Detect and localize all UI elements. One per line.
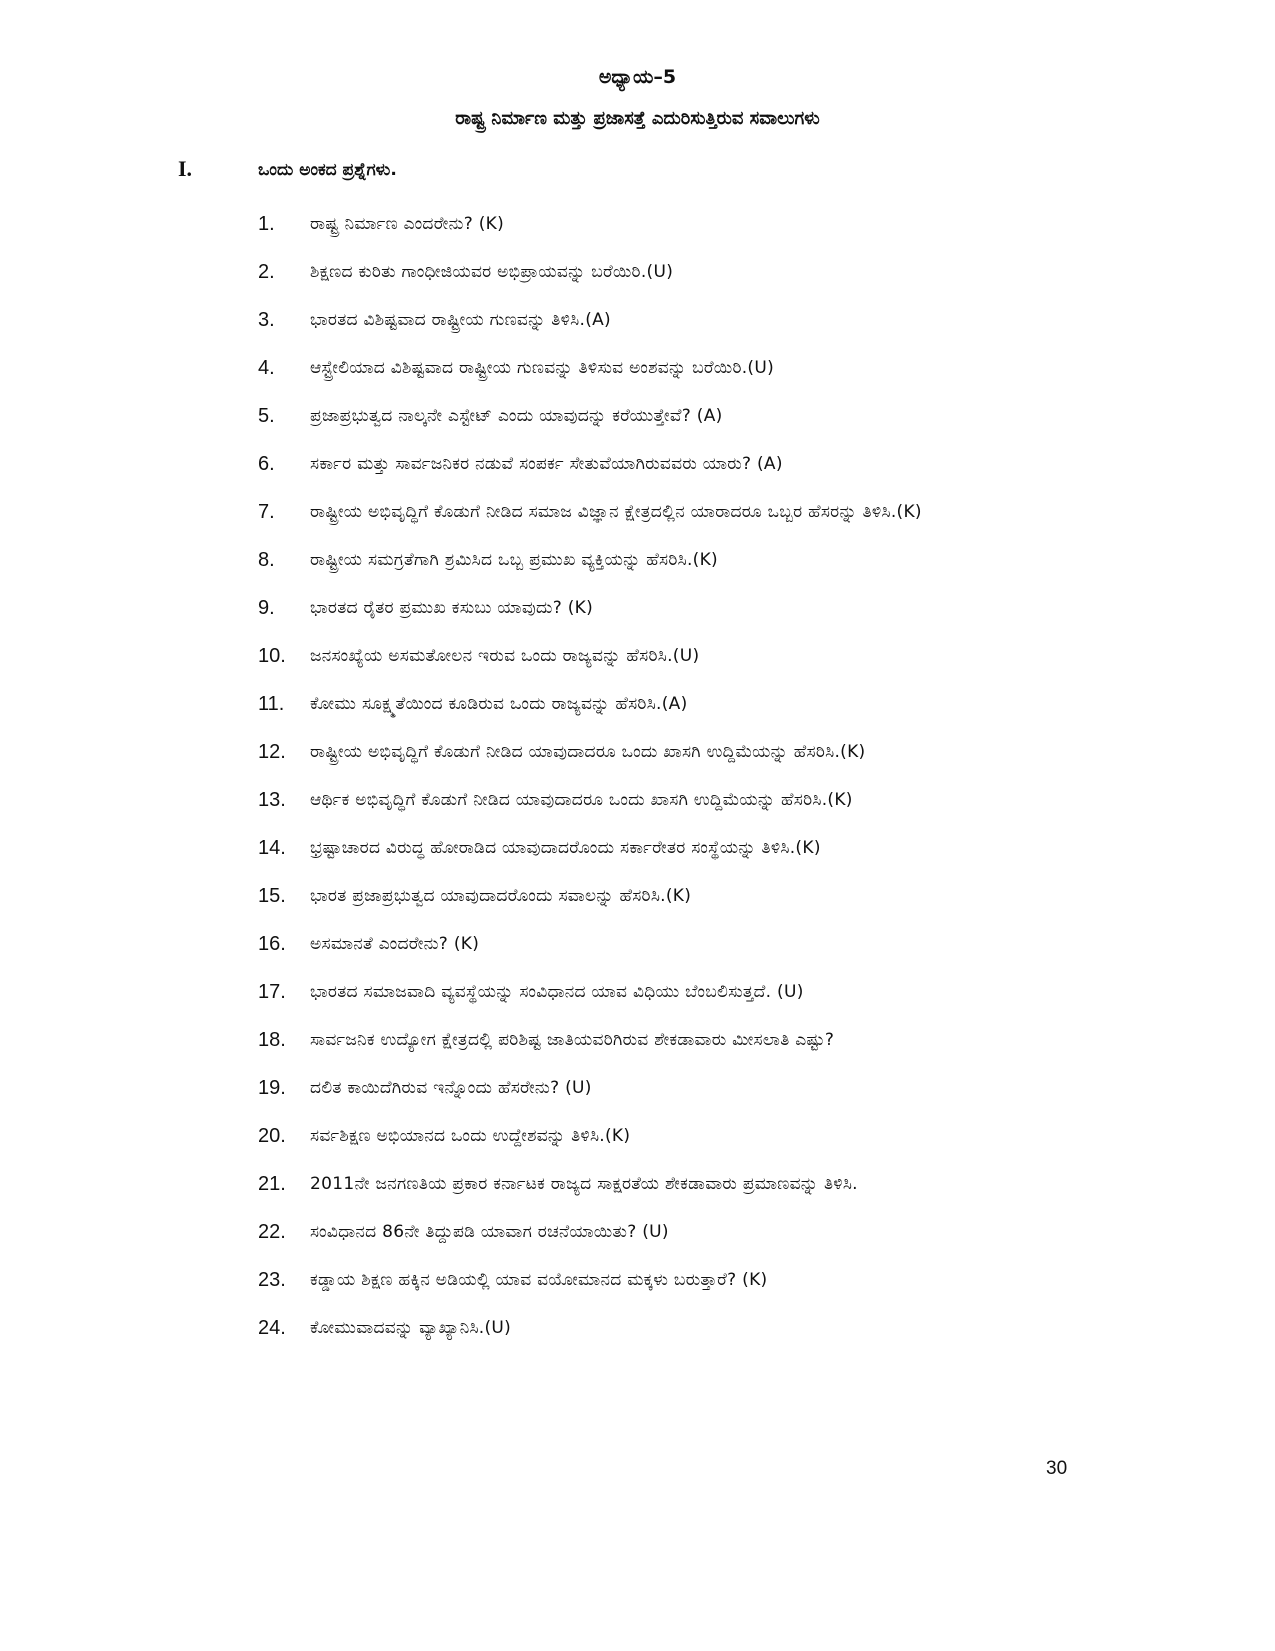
question-text: ಭಾರತದ ವಿಶಿಷ್ಟವಾದ ರಾಷ್ಟ್ರೀಯ ಗುಣವನ್ನು ತಿಳಿಸಿ.(A) (310, 310, 611, 330)
question-number: 23. (258, 1269, 286, 1291)
question-number: 6. (258, 453, 275, 475)
question-number: 8. (258, 549, 275, 571)
question-item (258, 1112, 1078, 1160)
question-text: ಭಾರತದ ರೈತರ ಪ್ರಮುಖ ಕಸುಬು ಯಾವುದು? (K) (310, 598, 594, 618)
question-item (258, 200, 1078, 248)
question-number: 15. (258, 885, 286, 907)
question-number: 21. (258, 1173, 286, 1195)
section-number: I. (178, 156, 193, 181)
question-number: 9. (258, 597, 275, 619)
question-text: ಪ್ರಜಾಪ್ರಭುತ್ವದ ನಾಲ್ಕನೇ ಎಸ್ಟೇಟ್ ಎಂದು ಯಾವುದನ್ನು ಕರೆಯುತ್ತೇವೆ? (A) (310, 406, 723, 426)
question-number: 2. (258, 261, 275, 283)
question-number: 1. (258, 213, 275, 235)
question-list (258, 200, 1078, 1352)
question-text: ರಾಷ್ಟ್ರೀಯ ಅಭಿವೃದ್ಧಿಗೆ ಕೊಡುಗೆ ನೀಡಿದ ಸಮಾಜ ವಿಜ್ಞಾನ ಕ್ಷೇತ್ರದಲ್ಲಿನ ಯಾರಾದರೂ ಒಬ್ಬರ ಹೆಸರನ್ನು ತಿಳಿಸಿ.(K) (310, 502, 922, 522)
question-number: 19. (258, 1077, 286, 1099)
question-text: ರಾಷ್ಟ್ರೀಯ ಅಭಿವೃದ್ಧಿಗೆ ಕೊಡುಗೆ ನೀಡಿದ ಯಾವುದಾದರೂ ಒಂದು ಖಾಸಗಿ ಉದ್ದಿಮೆಯನ್ನು ಹೆಸರಿಸಿ.(K) (310, 742, 866, 762)
section-label: ಒಂದು ಅಂಕದ ಪ್ರಶ್ನೆಗಳು. (258, 160, 397, 180)
question-item (258, 1208, 1078, 1256)
question-number: 4. (258, 357, 275, 379)
question-item (258, 488, 1078, 536)
question-text: ಸಂವಿಧಾನದ 86ನೇ ತಿದ್ದುಪಡಿ ಯಾವಾಗ ರಚನೆಯಾಯಿತು? (U) (310, 1222, 669, 1242)
question-number: 16. (258, 933, 286, 955)
question-item (258, 392, 1078, 440)
question-text: ಅಸಮಾನತೆ ಎಂದರೇನು? (K) (310, 934, 480, 954)
question-number: 12. (258, 741, 286, 763)
question-text: ಆರ್ಥಿಕ ಅಭಿವೃದ್ಧಿಗೆ ಕೊಡುಗೆ ನೀಡಿದ ಯಾವುದಾದರೂ ಒಂದು ಖಾಸಗಿ ಉದ್ದಿಮೆಯನ್ನು ಹೆಸರಿಸಿ.(K) (310, 790, 853, 810)
question-text: ಕೋಮು ಸೂಕ್ಷ್ಮತೆಯಿಂದ ಕೂಡಿರುವ ಒಂದು ರಾಜ್ಯವನ್ನು ಹೆಸರಿಸಿ.(A) (310, 694, 688, 714)
question-number: 7. (258, 501, 275, 523)
question-item (258, 824, 1078, 872)
chapter-heading: ಅಧ್ಯಾಯ–5 (598, 66, 677, 88)
question-number: 3. (258, 309, 275, 331)
question-item (258, 440, 1078, 488)
question-item (258, 536, 1078, 584)
question-number: 5. (258, 405, 275, 427)
page-number: 30 (1046, 1458, 1068, 1479)
question-item (258, 1064, 1078, 1112)
question-item (258, 728, 1078, 776)
question-number: 17. (258, 981, 286, 1003)
question-text: ರಾಷ್ಟ್ರೀಯ ಸಮಗ್ರತೆಗಾಗಿ ಶ್ರಮಿಸಿದ ಒಬ್ಬ ಪ್ರಮುಖ ವ್ಯಕ್ತಿಯನ್ನು ಹೆಸರಿಸಿ.(K) (310, 550, 718, 570)
question-text: ಸರ್ವಶಿಕ್ಷಣ ಅಭಿಯಾನದ ಒಂದು ಉದ್ದೇಶವನ್ನು ತಿಳಿಸಿ.(K) (310, 1126, 631, 1146)
question-item (258, 1304, 1078, 1352)
question-text: ಕೋಮುವಾದವನ್ನು ವ್ಯಾಖ್ಯಾನಿಸಿ.(U) (310, 1318, 512, 1338)
question-item (258, 584, 1078, 632)
question-item (258, 968, 1078, 1016)
question-item (258, 1160, 1078, 1208)
question-item (258, 920, 1078, 968)
question-text: ಕಡ್ಡಾಯ ಶಿಕ್ಷಣ ಹಕ್ಕಿನ ಅಡಿಯಲ್ಲಿ ಯಾವ ವಯೋಮಾನದ ಮಕ್ಕಳು ಬರುತ್ತಾರೆ? (K) (310, 1270, 768, 1290)
question-number: 13. (258, 789, 286, 811)
question-text: ಭಾರತ ಪ್ರಜಾಪ್ರಭುತ್ವದ ಯಾವುದಾದರೊಂದು ಸವಾಲನ್ನು ಹೆಸರಿಸಿ.(K) (310, 886, 692, 906)
question-number: 20. (258, 1125, 286, 1147)
question-text: ಜನಸಂಖ್ಯೆಯ ಅಸಮತೋಲನ ಇರುವ ಒಂದು ರಾಜ್ಯವನ್ನು ಹೆಸರಿಸಿ.(U) (310, 646, 700, 666)
question-item (258, 680, 1078, 728)
question-number: 10. (258, 645, 286, 667)
question-item (258, 872, 1078, 920)
question-text: 2011ನೇ ಜನಗಣತಿಯ ಪ್ರಕಾರ ಕರ್ನಾಟಕ ರಾಜ್ಯದ ಸಾಕ್ಷರತೆಯ ಶೇಕಡಾವಾರು ಪ್ರಮಾಣವನ್ನು ತಿಳಿಸಿ. (310, 1174, 858, 1194)
question-number: 14. (258, 837, 286, 859)
question-number: 18. (258, 1029, 286, 1051)
question-text: ದಲಿತ ಕಾಯಿದೆಗಿರುವ ಇನ್ನೊಂದು ಹೆಸರೇನು? (U) (310, 1078, 592, 1098)
question-text: ಸರ್ಕಾರ ಮತ್ತು ಸಾರ್ವಜನಿಕರ ನಡುವೆ ಸಂಪರ್ಕ ಸೇತುವೆಯಾಗಿರುವವರು ಯಾರು? (A) (310, 454, 783, 474)
question-text: ಸಾರ್ವಜನಿಕ ಉದ್ಯೋಗ ಕ್ಷೇತ್ರದಲ್ಲಿ ಪರಿಶಿಷ್ಟ ಜಾತಿಯವರಿಗಿರುವ ಶೇಕಡಾವಾರು ಮೀಸಲಾತಿ ಎಷ್ಟು? (310, 1030, 835, 1050)
question-item (258, 248, 1078, 296)
question-item (258, 632, 1078, 680)
question-text: ಶಿಕ್ಷಣದ ಕುರಿತು ಗಾಂಧೀಜಿಯವರ ಅಭಿಪ್ರಾಯವನ್ನು ಬರೆಯಿರಿ.(U) (310, 262, 674, 282)
question-number: 22. (258, 1221, 286, 1243)
question-item (258, 776, 1078, 824)
question-text: ರಾಷ್ಟ್ರ ನಿರ್ಮಾಣ ಎಂದರೇನು? (K) (310, 214, 505, 234)
question-text: ಭಾರತದ ಸಮಾಜವಾದಿ ವ್ಯವಸ್ಥೆಯನ್ನು ಸಂವಿಧಾನದ ಯಾವ ವಿಧಿಯು ಬೆಂಬಲಿಸುತ್ತದೆ. (U) (310, 982, 804, 1002)
question-text: ಆಸ್ಟ್ರೇಲಿಯಾದ ವಿಶಿಷ್ಟವಾದ ರಾಷ್ಟ್ರೀಯ ಗುಣವನ್ನು ತಿಳಿಸುವ ಅಂಶವನ್ನು ಬರೆಯಿರಿ.(U) (310, 358, 775, 378)
question-item (258, 1016, 1078, 1064)
question-item (258, 296, 1078, 344)
question-text: ಭ್ರಷ್ಟಾಚಾರದ ವಿರುದ್ಧ ಹೋರಾಡಿದ ಯಾವುದಾದರೊಂದು ಸರ್ಕಾರೇತರ ಸಂಸ್ಥೆಯನ್ನು ತಿಳಿಸಿ.(K) (310, 838, 821, 858)
chapter-title: ರಾಷ್ಟ್ರ ನಿರ್ಮಾಣ ಮತ್ತು ಪ್ರಜಾಸತ್ತೆ ಎದುರಿಸುತ್ತಿರುವ ಸವಾಲುಗಳು (455, 108, 820, 129)
question-item (258, 344, 1078, 392)
question-number: 11. (258, 693, 285, 715)
question-item (258, 1256, 1078, 1304)
question-number: 24. (258, 1317, 286, 1339)
